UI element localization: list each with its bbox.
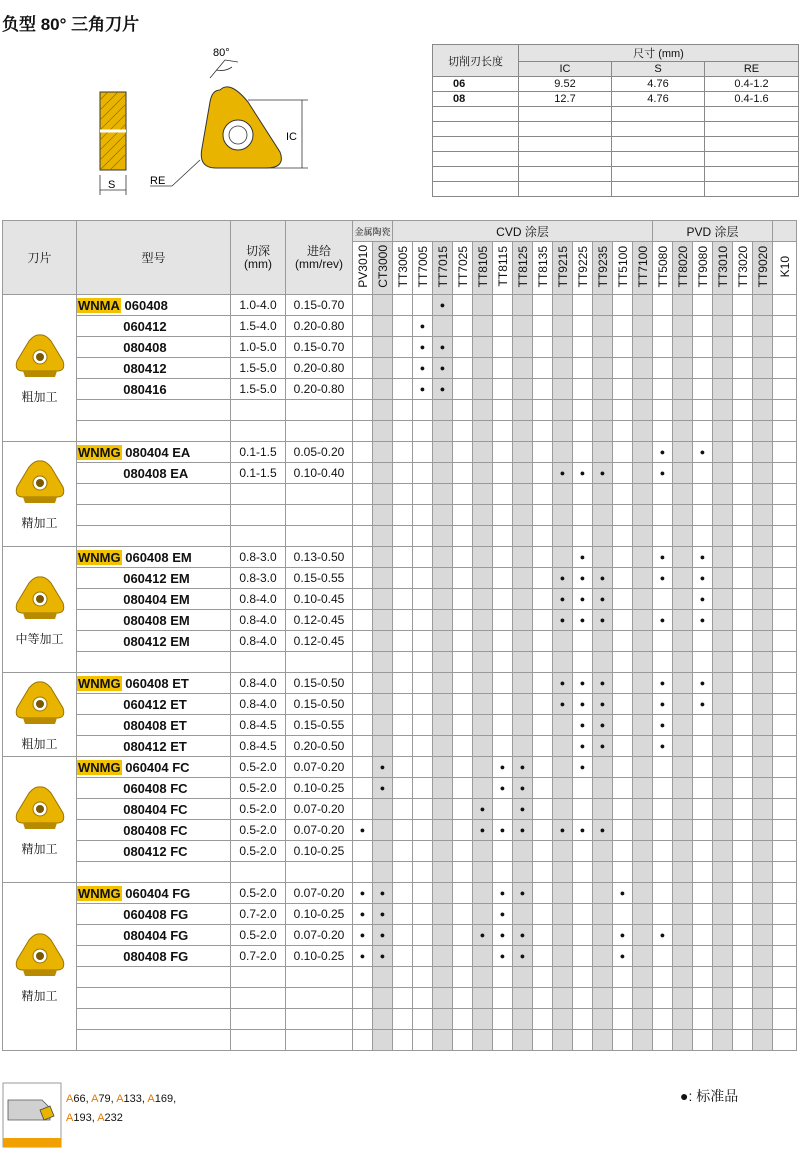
cut-depth: 0.5-2.0 — [231, 799, 286, 820]
header-ic: IC — [519, 62, 612, 77]
table-row — [3, 442, 797, 463]
grade-tt9235: TT9235 — [593, 242, 613, 295]
operation-label: 精加工 — [21, 988, 58, 1003]
cut-depth: 0.7-2.0 — [231, 904, 286, 925]
standard-dot: ● — [413, 379, 433, 400]
model-code: 080404 FC — [77, 799, 231, 820]
standard-dot: ● — [373, 904, 393, 925]
standard-dot: ● — [573, 610, 593, 631]
standard-dot: ● — [473, 820, 493, 841]
cut-depth — [231, 400, 286, 421]
table-row — [3, 589, 797, 610]
standard-dot: ● — [593, 673, 613, 694]
standard-dot: ● — [593, 694, 613, 715]
model-code — [77, 1030, 231, 1051]
standard-dot: ● — [493, 757, 513, 778]
standard-dot: ● — [573, 547, 593, 568]
cut-depth: 0.8-4.0 — [231, 631, 286, 652]
cut-depth — [231, 862, 286, 883]
standard-dot: ● — [353, 883, 373, 904]
model-code: 080412 ET — [77, 736, 231, 757]
model-code: 080412 — [77, 358, 231, 379]
model-code — [77, 484, 231, 505]
standard-dot: ● — [413, 316, 433, 337]
model-code — [77, 1009, 231, 1030]
feed-rate — [286, 652, 353, 673]
standard-dot: ● — [653, 715, 673, 736]
standard-dot: ● — [553, 673, 573, 694]
standard-dot: ● — [513, 820, 533, 841]
grade-tt8020: TT8020 — [673, 242, 693, 295]
feed-rate: 0.10-0.25 — [286, 778, 353, 799]
cut-depth: 0.1-1.5 — [231, 463, 286, 484]
legend-standard: ●: 标准品 — [680, 1088, 739, 1104]
grade-tt8105: TT8105 — [473, 242, 493, 295]
feed-rate — [286, 421, 353, 442]
model-code: 080416 — [77, 379, 231, 400]
cut-depth: 0.7-2.0 — [231, 946, 286, 967]
grade-table — [2, 220, 797, 1051]
table-row — [3, 358, 797, 379]
cut-depth — [231, 505, 286, 526]
cut-depth — [231, 652, 286, 673]
table-row — [3, 652, 797, 673]
table-row — [3, 778, 797, 799]
standard-dot: ● — [553, 820, 573, 841]
table-row — [3, 463, 797, 484]
standard-dot: ● — [513, 757, 533, 778]
feed-rate: 0.10-0.45 — [286, 589, 353, 610]
cut-depth: 1.5-5.0 — [231, 379, 286, 400]
cut-depth: 0.8-4.0 — [231, 694, 286, 715]
model-code: 080408 FC — [77, 820, 231, 841]
table-row — [3, 820, 797, 841]
standard-dot: ● — [373, 925, 393, 946]
feed-rate: 0.07-0.20 — [286, 925, 353, 946]
feed-rate: 0.20-0.80 — [286, 316, 353, 337]
feed-rate — [286, 484, 353, 505]
model-code: 060408 FG — [77, 904, 231, 925]
feed-rate: 0.07-0.20 — [286, 820, 353, 841]
standard-dot: ● — [433, 358, 453, 379]
grade-tt5100: TT5100 — [613, 242, 633, 295]
table-row — [3, 400, 797, 421]
feed-rate — [286, 505, 353, 526]
standard-dot: ● — [593, 463, 613, 484]
table-row — [3, 757, 797, 778]
model-code — [77, 421, 231, 442]
cut-depth: 1.0-5.0 — [231, 337, 286, 358]
standard-dot: ● — [573, 589, 593, 610]
standard-dot: ● — [573, 694, 593, 715]
cut-depth — [231, 526, 286, 547]
grade-tt3010: TT3010 — [713, 242, 733, 295]
model-code: 080412 EM — [77, 631, 231, 652]
standard-dot: ● — [413, 358, 433, 379]
table-row — [3, 694, 797, 715]
feed-rate: 0.20-0.80 — [286, 358, 353, 379]
standard-dot: ● — [433, 379, 453, 400]
table-row — [3, 967, 797, 988]
standard-dot: ● — [653, 547, 673, 568]
grade-tt8125: TT8125 — [513, 242, 533, 295]
cut-depth — [231, 1009, 286, 1030]
model-code — [77, 400, 231, 421]
feed-rate: 0.10-0.25 — [286, 841, 353, 862]
standard-dot: ● — [653, 673, 673, 694]
standard-dot: ● — [473, 925, 493, 946]
standard-dot: ● — [653, 925, 673, 946]
grade-ct3000: CT3000 — [373, 242, 393, 295]
holder-icon — [2, 1082, 62, 1148]
feed-rate: 0.10-0.25 — [286, 946, 353, 967]
insert-icon — [11, 678, 69, 730]
model-code: 060412 — [77, 316, 231, 337]
cut-depth: 0.8-4.5 — [231, 736, 286, 757]
grade-tt7025: TT7025 — [453, 242, 473, 295]
standard-dot: ● — [553, 568, 573, 589]
standard-dot: ● — [693, 568, 713, 589]
feed-rate — [286, 1030, 353, 1051]
grade-tt7015: TT7015 — [433, 242, 453, 295]
standard-dot: ● — [493, 883, 513, 904]
cut-depth: 0.5-2.0 — [231, 925, 286, 946]
standard-dot: ● — [593, 736, 613, 757]
feed-rate: 0.12-0.45 — [286, 610, 353, 631]
table-row — [3, 421, 797, 442]
cut-depth: 0.1-1.5 — [231, 442, 286, 463]
cut-depth: 1.5-4.0 — [231, 316, 286, 337]
feed-rate: 0.10-0.40 — [286, 463, 353, 484]
cut-depth — [231, 484, 286, 505]
cut-depth — [231, 1030, 286, 1051]
standard-dot: ● — [573, 820, 593, 841]
model-code: 080408 — [77, 337, 231, 358]
grade-tt8135: TT8135 — [533, 242, 553, 295]
feed-rate: 0.20-0.80 — [286, 379, 353, 400]
grade-tt3005: TT3005 — [393, 242, 413, 295]
cut-depth — [231, 967, 286, 988]
insert-thumbnail — [3, 883, 77, 1051]
standard-dot: ● — [593, 589, 613, 610]
standard-dot: ● — [573, 463, 593, 484]
model-code — [77, 988, 231, 1009]
table-row — [3, 1009, 797, 1030]
feed-rate: 0.15-0.50 — [286, 694, 353, 715]
table-row — [3, 883, 797, 904]
feed-rate: 0.12-0.45 — [286, 631, 353, 652]
cut-depth: 1.5-5.0 — [231, 358, 286, 379]
table-row — [3, 316, 797, 337]
feed-rate — [286, 526, 353, 547]
standard-dot: ● — [553, 589, 573, 610]
operation-label: 粗加工 — [21, 390, 58, 404]
standard-dot: ● — [353, 904, 373, 925]
standard-dot: ● — [593, 715, 613, 736]
standard-dot: ● — [413, 337, 433, 358]
feed-rate: 0.15-0.55 — [286, 715, 353, 736]
standard-dot: ● — [493, 820, 513, 841]
group-cvd: CVD 涂层 — [393, 221, 653, 242]
cut-depth: 0.5-2.0 — [231, 841, 286, 862]
insert-icon — [11, 457, 69, 509]
grade-tt3020: TT3020 — [733, 242, 753, 295]
feed-rate: 0.07-0.20 — [286, 757, 353, 778]
standard-dot: ● — [653, 610, 673, 631]
group-pvd: PVD 涂层 — [653, 221, 773, 242]
standard-dot: ● — [693, 673, 713, 694]
model-code: 060412 EM — [77, 568, 231, 589]
feed-rate: 0.15-0.55 — [286, 568, 353, 589]
standard-dot: ● — [353, 946, 373, 967]
standard-dot: ● — [373, 883, 393, 904]
cut-depth — [231, 988, 286, 1009]
model-code — [77, 862, 231, 883]
table-row: 08 12.7 4.76 0.4-1.6 — [433, 92, 799, 107]
cut-depth — [231, 421, 286, 442]
feed-rate — [286, 988, 353, 1009]
table-row — [3, 295, 797, 316]
table-row — [3, 484, 797, 505]
standard-dot: ● — [653, 736, 673, 757]
feed-rate: 0.15-0.70 — [286, 337, 353, 358]
model-code: 080408 EM — [77, 610, 231, 631]
feed-rate: 0.15-0.70 — [286, 295, 353, 316]
standard-dot: ● — [513, 883, 533, 904]
table-row — [3, 631, 797, 652]
table-row — [3, 568, 797, 589]
standard-dot: ● — [653, 694, 673, 715]
cut-depth: 0.8-3.0 — [231, 568, 286, 589]
standard-dot: ● — [693, 547, 713, 568]
standard-dot: ● — [573, 715, 593, 736]
model-code: 080404 EM — [77, 589, 231, 610]
table-row — [3, 1030, 797, 1051]
grade-tt9080: TT9080 — [693, 242, 713, 295]
standard-dot: ● — [353, 820, 373, 841]
standard-dot: ● — [493, 904, 513, 925]
header-depth: 切深 (mm) — [231, 221, 286, 295]
standard-dot: ● — [613, 925, 633, 946]
cut-depth: 0.8-4.5 — [231, 715, 286, 736]
cut-depth: 0.8-4.0 — [231, 673, 286, 694]
standard-dot: ● — [553, 610, 573, 631]
standard-dot: ● — [493, 925, 513, 946]
table-row — [3, 736, 797, 757]
model-code: 080408 FG — [77, 946, 231, 967]
group-cermet: 金属陶瓷 — [353, 221, 393, 242]
insert-thumbnail — [3, 757, 77, 883]
standard-dot: ● — [593, 610, 613, 631]
feed-rate — [286, 862, 353, 883]
insert-thumbnail — [3, 673, 77, 757]
table-row — [3, 925, 797, 946]
s-label: S — [108, 179, 116, 191]
standard-dot: ● — [573, 568, 593, 589]
header-s: S — [612, 62, 705, 77]
model-code: 080408 EA — [77, 463, 231, 484]
dimension-table — [432, 44, 799, 197]
standard-dot: ● — [513, 799, 533, 820]
grade-tt9020: TT9020 — [753, 242, 773, 295]
standard-dot: ● — [593, 820, 613, 841]
standard-dot: ● — [373, 946, 393, 967]
feed-rate: 0.10-0.25 — [286, 904, 353, 925]
standard-dot: ● — [613, 946, 633, 967]
header-edge-length: 切削刃长度 — [433, 45, 519, 77]
model-code: WNMG 060404 FG — [77, 883, 231, 904]
standard-dot: ● — [493, 778, 513, 799]
cut-depth: 0.8-4.0 — [231, 610, 286, 631]
cut-depth: 1.0-4.0 — [231, 295, 286, 316]
table-row — [3, 526, 797, 547]
standard-dot: ● — [573, 736, 593, 757]
page-title: 负型 80° 三角刀片 — [2, 15, 140, 34]
feed-rate: 0.05-0.20 — [286, 442, 353, 463]
table-row — [3, 379, 797, 400]
header-feed: 进给 (mm/rev) — [286, 221, 353, 295]
table-row — [3, 946, 797, 967]
feed-rate — [286, 967, 353, 988]
grade-tt8115: TT8115 — [493, 242, 513, 295]
feed-rate: 0.20-0.50 — [286, 736, 353, 757]
standard-dot: ● — [513, 778, 533, 799]
standard-dot: ● — [373, 757, 393, 778]
model-code — [77, 526, 231, 547]
standard-dot: ● — [573, 757, 593, 778]
table-row — [3, 862, 797, 883]
insert-icon — [11, 930, 69, 982]
operation-label: 精加工 — [21, 516, 58, 530]
cut-depth: 0.5-2.0 — [231, 757, 286, 778]
standard-dot: ● — [433, 337, 453, 358]
operation-label: 粗加工 — [21, 736, 58, 751]
header-insert: 刀片 — [3, 221, 77, 295]
feed-rate: 0.07-0.20 — [286, 799, 353, 820]
table-row — [3, 673, 797, 694]
model-code: 080412 FC — [77, 841, 231, 862]
standard-dot: ● — [513, 925, 533, 946]
standard-dot: ● — [693, 589, 713, 610]
standard-dot: ● — [653, 568, 673, 589]
standard-dot: ● — [493, 946, 513, 967]
cut-depth: 0.8-3.0 — [231, 547, 286, 568]
model-code: WNMG 060408 EM — [77, 547, 231, 568]
standard-dot: ● — [693, 610, 713, 631]
header-size: 尺寸 (mm) — [519, 45, 799, 62]
model-code: 080404 FG — [77, 925, 231, 946]
table-row — [3, 505, 797, 526]
standard-dot: ● — [553, 463, 573, 484]
insert-thumbnail — [3, 442, 77, 547]
insert-icon — [11, 573, 69, 625]
table-row — [3, 337, 797, 358]
table-row — [3, 904, 797, 925]
ic-label: IC — [286, 131, 297, 143]
header-model: 型号 — [77, 221, 231, 295]
cut-depth: 0.5-2.0 — [231, 883, 286, 904]
table-row — [3, 799, 797, 820]
feed-rate: 0.15-0.50 — [286, 673, 353, 694]
operation-label: 中等加工 — [15, 631, 64, 646]
standard-dot: ● — [653, 442, 673, 463]
standard-dot: ● — [693, 694, 713, 715]
insert-icon — [11, 783, 69, 835]
standard-dot: ● — [473, 799, 493, 820]
feed-rate: 0.13-0.50 — [286, 547, 353, 568]
grade-k10: K10 — [773, 242, 797, 295]
insert-thumbnail — [3, 547, 77, 673]
model-code: WNMG 060408 ET — [77, 673, 231, 694]
standard-dot: ● — [693, 442, 713, 463]
grade-tt9225: TT9225 — [573, 242, 593, 295]
insert-thumbnail — [3, 295, 77, 442]
standard-dot: ● — [653, 463, 673, 484]
feed-rate — [286, 1009, 353, 1030]
grade-tt5080: TT5080 — [653, 242, 673, 295]
table-row — [3, 841, 797, 862]
standard-dot: ● — [573, 673, 593, 694]
insert-icon — [11, 331, 69, 383]
grade-tt7005: TT7005 — [413, 242, 433, 295]
standard-dot: ● — [613, 883, 633, 904]
model-code — [77, 505, 231, 526]
insert-diagram — [80, 40, 320, 205]
model-code: 080408 ET — [77, 715, 231, 736]
feed-rate — [286, 400, 353, 421]
angle-label: 80° — [213, 47, 230, 59]
table-row — [3, 988, 797, 1009]
model-code: WNMA 060408 — [77, 295, 231, 316]
table-row — [3, 547, 797, 568]
table-row: 06 9.52 4.76 0.4-1.2 — [433, 77, 799, 92]
re-label: RE — [150, 175, 166, 187]
model-code: 060408 FC — [77, 778, 231, 799]
model-code: WNMG 080404 EA — [77, 442, 231, 463]
standard-dot: ● — [353, 925, 373, 946]
model-code: 060412 ET — [77, 694, 231, 715]
model-code — [77, 652, 231, 673]
grade-pv3010: PV3010 — [353, 242, 373, 295]
standard-dot: ● — [553, 694, 573, 715]
cut-depth: 0.5-2.0 — [231, 820, 286, 841]
cut-depth: 0.5-2.0 — [231, 778, 286, 799]
standard-dot: ● — [513, 946, 533, 967]
model-code: WNMG 060404 FC — [77, 757, 231, 778]
grade-tt9215: TT9215 — [553, 242, 573, 295]
page-references: A66, A79, A133, A169, A193, A232 — [66, 1093, 177, 1124]
feed-rate: 0.07-0.20 — [286, 883, 353, 904]
cut-depth: 0.8-4.0 — [231, 589, 286, 610]
operation-label: 精加工 — [21, 841, 58, 856]
standard-dot: ● — [593, 568, 613, 589]
standard-dot: ● — [373, 778, 393, 799]
table-row — [3, 610, 797, 631]
table-row — [3, 715, 797, 736]
standard-dot: ● — [433, 295, 453, 316]
model-code — [77, 967, 231, 988]
grade-tt7100: TT7100 — [633, 242, 653, 295]
header-re: RE — [705, 62, 799, 77]
